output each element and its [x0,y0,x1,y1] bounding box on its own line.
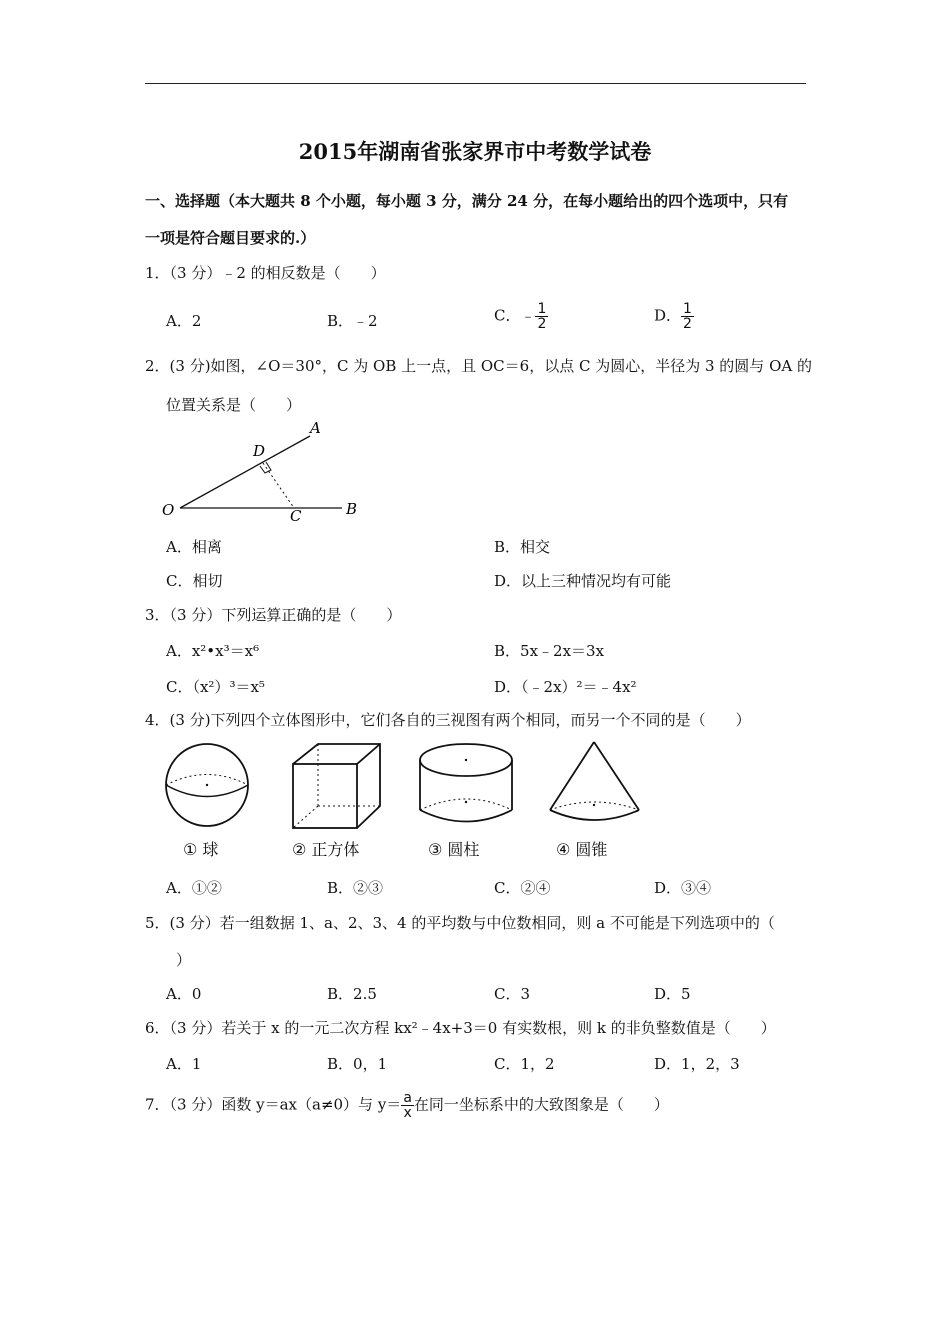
shape-label-sphere: ① 球 [183,840,219,859]
q1-option-d [654,302,694,331]
q7-suffix: 在同一坐标系中的大致图象是（ ） [413,1095,669,1114]
question-5-line2: ） [176,951,192,969]
perpendicular-cd [263,463,294,508]
q5-option-a: A．0 [166,985,202,1003]
q6-option-b: B．0，1 [327,1055,388,1073]
q4-option-a: A．①② [166,879,222,897]
q3-option-d: D．（﹣2x）²＝﹣4x² [494,678,637,696]
label-d: D [253,442,266,460]
cube-figure [293,744,380,828]
q1-option-d-fraction [681,302,694,331]
q4-solids-figure [160,738,650,834]
q1-option-d-prefix: D． [654,306,682,325]
question-4-text: 4．(3 分)下列四个立体图形中，它们各自的三视图有两个相同，而另一个不同的是（ ） [145,711,751,729]
q5-option-d: D．5 [654,985,691,1003]
q7-numerator: a [403,1090,412,1106]
cylinder-figure [420,744,512,822]
q2-option-d: D．以上三种情况均有可能 [494,572,672,590]
q2-option-c: C．相切 [166,572,223,590]
section-heading-line2: 一项是符合题目要求的.） [145,229,316,247]
question-5-line1: 5．(3 分）若一组数据 1、a、2、3、4 的平均数与中位数相同，则 a 不可能是下列选项中的（ [145,914,775,932]
q5-option-c: C．3 [494,985,531,1003]
q4-option-b: B．②③ [327,879,384,897]
q3-option-a: A．x²•x³＝x⁶ [166,642,260,660]
label-c: C [290,507,302,525]
section-heading-line1: 一、选择题（本大题共 8 个小题，每小题 3 分，满分 24 分，在每小题给出的四个选项中，只有 [145,192,789,210]
q3-option-c: C．（x²）³＝x⁵ [166,678,265,696]
question-1-text: 1．（3 分）﹣2 的相反数是（ ） [145,264,386,282]
shape-label-cylinder: ③ 圆柱 [428,840,480,859]
q1-option-a: A．2 [166,312,202,330]
q6-option-c: C．1，2 [494,1055,555,1073]
q3-option-b: B．5x﹣2x＝3x [494,642,605,660]
q7-prefix: 7．（3 分）函数 y＝ax（a≠0）与 y＝ [145,1095,402,1114]
q7-fraction [401,1091,414,1120]
q2-option-a: A．相离 [166,538,222,556]
q4-option-c: C．②④ [494,879,551,897]
shape-label-cube: ② 正方体 [292,840,360,859]
q1-option-c [494,302,548,331]
q1-c-denominator: 2 [537,316,547,332]
q1-d-numerator: 1 [683,301,692,317]
q1-d-denominator: 2 [683,316,692,332]
q5-option-b: B．2.5 [327,985,377,1003]
page-title: 2015年湖南省张家界市中考数学试卷 [298,139,652,164]
q1-option-c-prefix: C．﹣ [494,306,536,325]
question-6-text: 6．（3 分）若关于 x 的一元二次方程 kx²﹣4x+3＝0 有实数根，则 k 的非负整数值是（ ） [145,1019,776,1037]
top-rule [145,83,806,84]
q1-option-b: B．﹣2 [327,312,378,330]
question-7-text [145,1091,669,1120]
shape-label-cone: ④ 圆锥 [556,840,608,859]
question-2-line2: 位置关系是（ ） [166,396,302,414]
cone-figure [550,742,639,820]
q6-option-d: D．1，2，3 [654,1055,740,1073]
label-o: O [162,501,175,519]
q7-denominator: x [403,1105,412,1121]
q1-c-numerator: 1 [537,301,547,317]
q6-option-a: A．1 [166,1055,202,1073]
ray-oa [180,436,310,508]
q4-option-d: D．③④ [654,879,712,897]
q2-option-b: B．相交 [494,538,551,556]
sphere-figure [166,744,248,826]
q2-angle-figure [160,418,370,526]
question-3-text: 3．（3 分）下列运算正确的是（ ） [145,606,402,624]
question-2-line1: 2．(3 分)如图，∠O＝30°，C 为 OB 上一点，且 OC＝6，以点 C 为圆心，半径为 3 的圆与 OA 的 [145,357,812,375]
label-a: A [310,419,321,437]
label-b: B [346,500,358,518]
q1-option-c-fraction [535,302,548,331]
